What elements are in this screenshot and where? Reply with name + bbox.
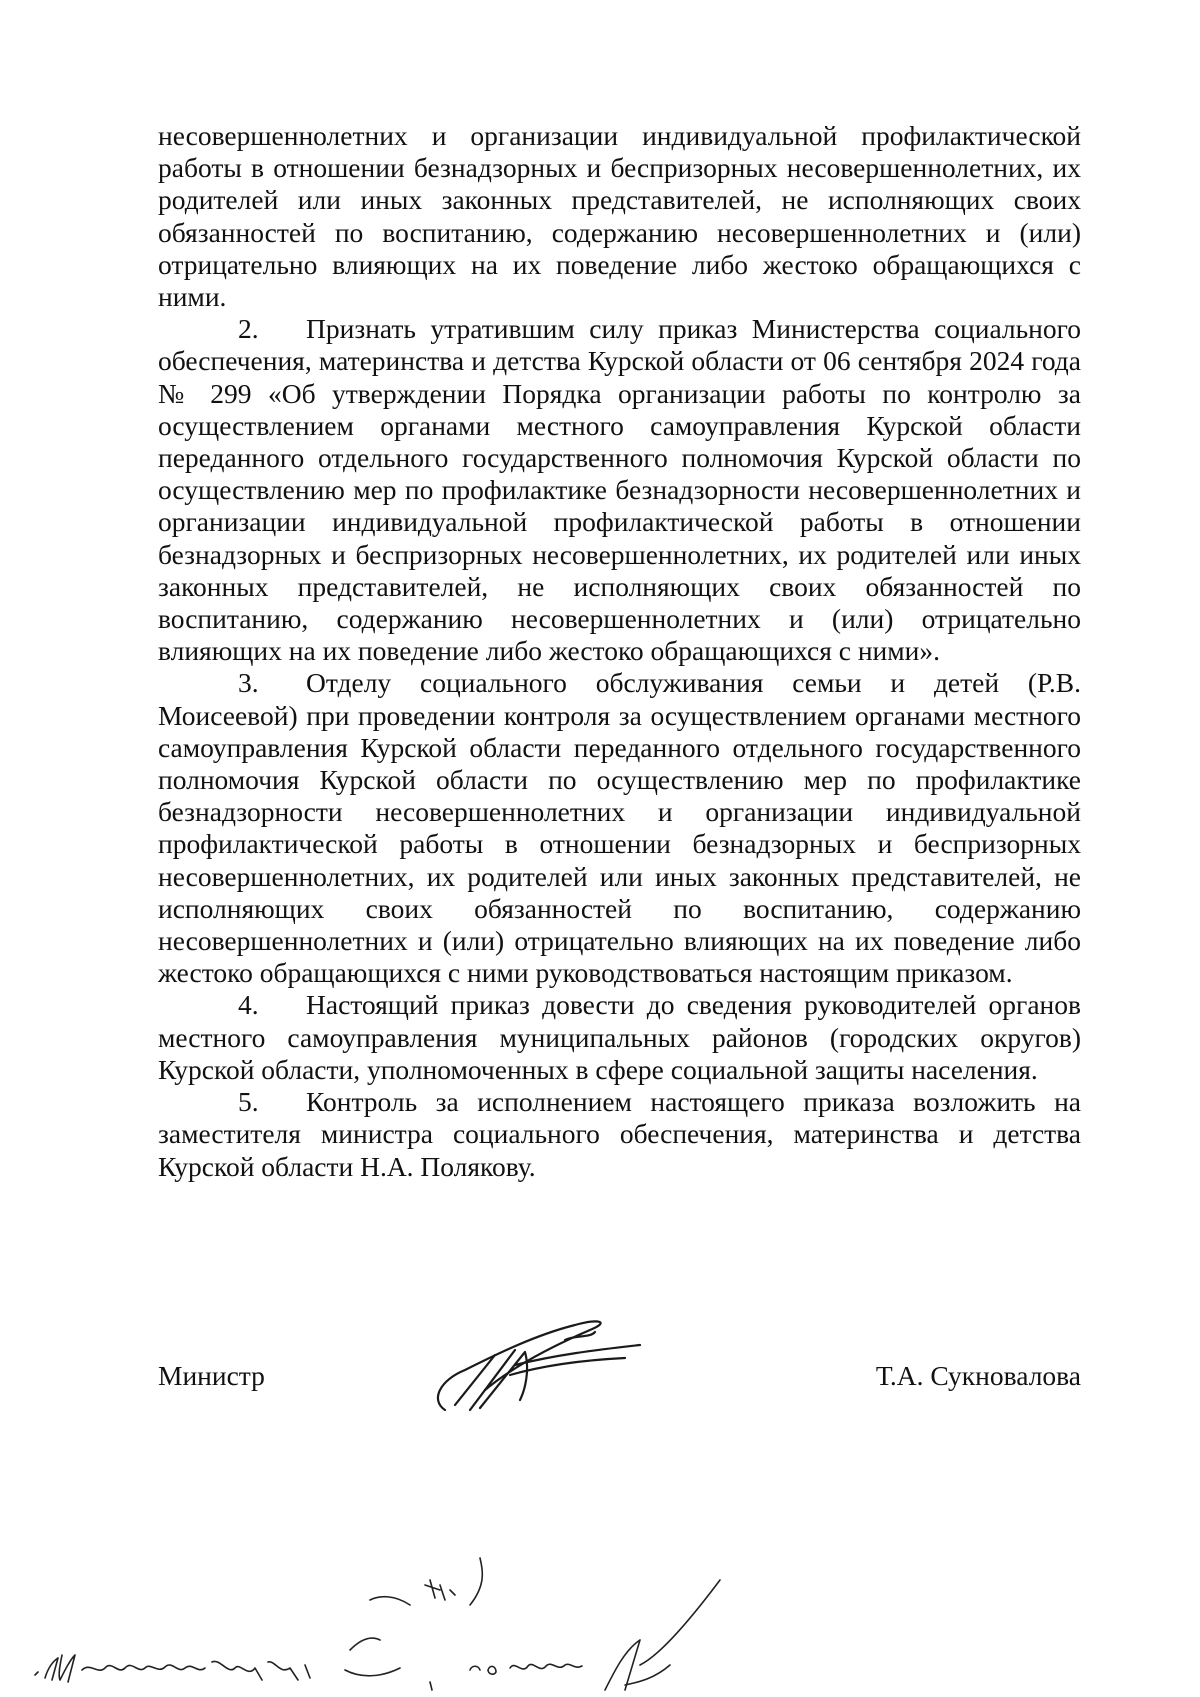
paragraph-text: Отделу социального обслуживания семьи и детей (Р.В. Моисеевой) при проведении контроля за осуществлением органами местного самоуправления Курской области переданного отдельного государственного полномочия Курской области по осуществлению мер по профилактике безнадзорности несовершеннолетних и организации индивидуальной профилактической работы в отношении безнадзорных и беспризорных несовершеннолетних, их родителей или иных законных представителей, не исполняющих своих обязанностей по воспитанию, содержанию несовершеннолетних и (или) отрицательно влияющих на их поведение либо жестоко обращающихся с ними руководствоваться настоящим приказом. [158, 667, 1081, 989]
paragraph-text: Контроль за исполнением настоящего приказа возложить на заместителя министра социального обеспечения, материнства и детства Курской области Н.А. Полякову. [158, 1086, 1081, 1182]
paragraph-number: 5. [238, 1086, 259, 1118]
paragraph-4 [158, 989, 1081, 1086]
paragraph-5 [158, 1086, 1081, 1183]
paragraph-2 [158, 313, 1081, 667]
paragraph-text: Настоящий приказ довести до сведения руководителей органов местного самоуправления муниципальных районов (городских округов) Курской области, уполномоченных в сфере социальной защиты населения. [158, 989, 1081, 1085]
signature-name: Т.А. Сукновалова [875, 1360, 1081, 1391]
paragraph-3 [158, 667, 1081, 989]
signature-title: Министр [158, 1360, 265, 1391]
document-body [158, 120, 1081, 1183]
handwritten-notes-icon [0, 1550, 1200, 1697]
signature-icon [425, 1310, 655, 1420]
paragraph-number: 2. [238, 313, 259, 345]
paragraph-number: 4. [238, 989, 259, 1021]
paragraph-number: 3. [238, 667, 259, 699]
intro-paragraph: несовершеннолетних и организации индивидуальной профилактической работы в отношении безнадзорных и беспризорных несовершеннолетних, их родителей или иных законных представителей, не исполняющих своих обязанностей по воспитанию, содержанию несовершеннолетних и (или) отрицательно влияющих на их поведение либо жестоко обращающихся с ними. [158, 120, 1081, 313]
paragraph-text: Признать утратившим силу приказ Министерства социального обеспечения, материнства и детства Курской области от 06 сентября 2024 года № 299 «Об утверждении Порядка организации работы по контролю за осуществлением органами местного самоуправления Курской области переданного отдельного государственного полномочия Курской области по осуществлению мер по профилактике безнадзорности несовершеннолетних и организации индивидуальной профилактической работы в отношении безнадзорных и беспризорных несовершеннолетних, их родителей или иных законных представителей, не исполняющих своих обязанностей по воспитанию, содержанию несовершеннолетних и (или) отрицательно влияющих на их поведение либо жестоко обращающихся с ними». [158, 313, 1081, 667]
